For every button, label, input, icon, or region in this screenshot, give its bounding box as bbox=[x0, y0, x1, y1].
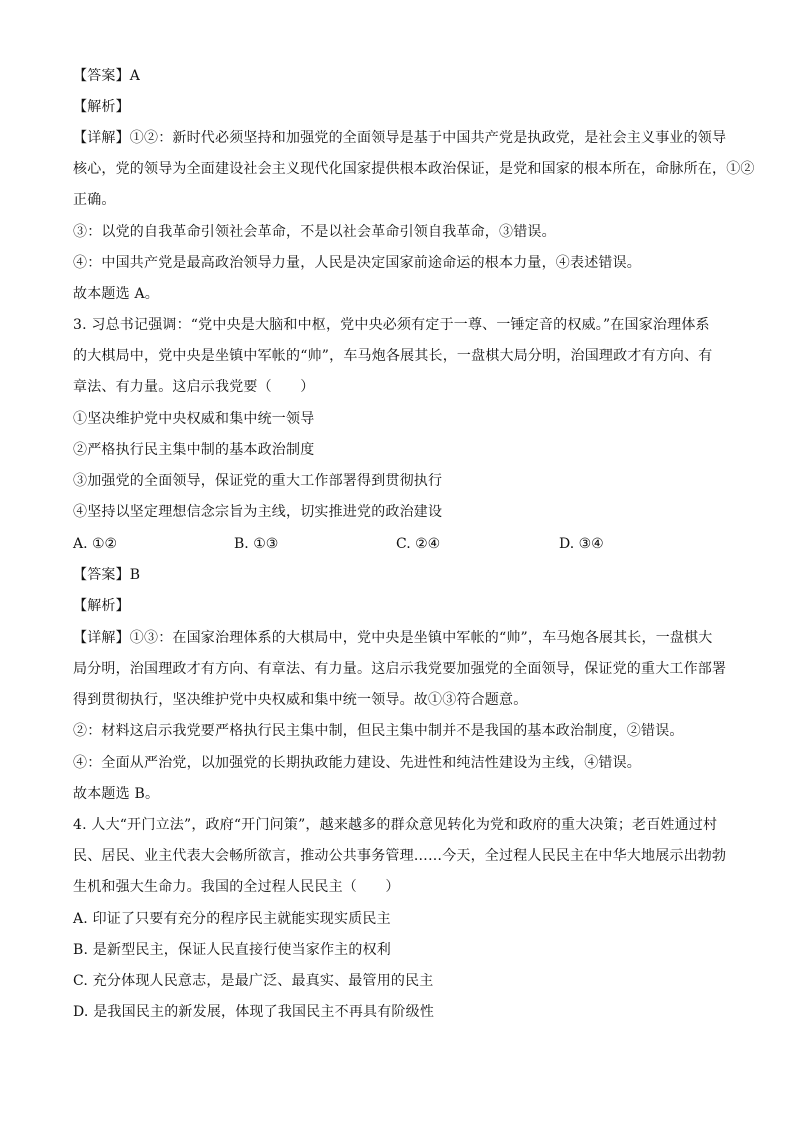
q3-stem-line: 3. 习总书记强调：“党中央是大脑和中枢，党中央必须有定于一尊、一锤定音的权威。”在国家治理体系 bbox=[73, 317, 710, 333]
q3-detail-line: ②：材料这启示我党要严格执行民主集中制，但民主集中制并不是我国的基本政治制度，②错误。 bbox=[73, 723, 684, 739]
q3-answer: 【答案】B bbox=[73, 567, 141, 583]
q4-option-b: B. 是新型民主，保证人民直接行使当家作主的权利 bbox=[73, 942, 391, 958]
q2-conclusion: 故本题选 A。 bbox=[73, 286, 159, 302]
q2-detail-line: ③：以党的自我革命引领社会革命，不是以社会革命引领自我革命，③错误。 bbox=[73, 224, 556, 240]
q2-detail-line: 【详解】①②：新时代必须坚持和加强党的全面领导是基于中国共产党是执政党，是社会主义事业的领导 bbox=[73, 130, 727, 146]
q4-option-d: D. 是我国民主的新发展，体现了我国民主不再具有阶级性 bbox=[73, 1004, 435, 1020]
q2-detail-line: ④：中国共产党是最高政治领导力量，人民是决定国家前途命运的根本力量，④表述错误。 bbox=[73, 255, 641, 271]
q3-stem-line: 章法、有力量。这启示我党要（ ） bbox=[73, 379, 315, 395]
q2-detail-line: 核心，党的领导为全面建设社会主义现代化国家提供根本政治保证，是党和国家的根本所在，命脉所在，①② bbox=[73, 161, 755, 177]
q3-detail-line: 【详解】①③：在国家治理体系的大棋局中，党中央是坐镇中军帐的“帅”，车马炮各展其长，一盘棋大 bbox=[73, 630, 713, 646]
q3-analysis-label: 【解析】 bbox=[73, 598, 130, 614]
q3-statement: ④坚持以坚定理想信念宗旨为主线，切实推进党的政治建设 bbox=[73, 504, 443, 520]
q3-choice-a: A. ①② bbox=[73, 536, 118, 552]
q3-statement: ②严格执行民主集中制的基本政治制度 bbox=[73, 442, 315, 458]
q4-stem-line: 4. 人大“开门立法”，政府“开门问策”，越来越多的群众意见转化为党和政府的重大决策；老百姓通过村 bbox=[73, 817, 718, 833]
q3-choice-c: C. ②④ bbox=[396, 536, 441, 552]
q4-option-a: A. 印证了只要有充分的程序民主就能实现实质民主 bbox=[73, 911, 391, 927]
q3-choice-b: B. ①③ bbox=[234, 536, 279, 552]
q4-stem-line: 生机和强大生命力。我国的全过程人民民主（ ） bbox=[73, 879, 400, 895]
q3-stem-line: 的大棋局中，党中央是坐镇中军帐的“帅”，车马炮各展其长，一盘棋大局分明，治国理政才有方向、有 bbox=[73, 348, 713, 364]
q3-statement: ①坚决维护党中央权威和集中统一领导 bbox=[73, 411, 315, 427]
q3-choice-d: D. ③④ bbox=[559, 536, 604, 552]
q3-conclusion: 故本题选 B。 bbox=[73, 786, 160, 802]
q3-detail-line: 得到贯彻执行，坚决维护党中央权威和集中统一领导。故①③符合题意。 bbox=[73, 692, 528, 708]
q2-analysis-label: 【解析】 bbox=[73, 99, 130, 115]
q4-stem-line: 民、居民、业主代表大会畅所欲言，推动公共事务管理……今天，全过程人民民主在中华大地展示出勃勃 bbox=[73, 848, 727, 864]
q2-answer: 【答案】A bbox=[73, 68, 141, 84]
q3-detail-line: ④：全面从严治党，以加强党的长期执政能力建设、先进性和纯洁性建设为主线，④错误。 bbox=[73, 755, 641, 771]
q2-detail-line: 正确。 bbox=[73, 192, 116, 208]
q3-statement: ③加强党的全面领导，保证党的重大工作部署得到贯彻执行 bbox=[73, 473, 443, 489]
q3-detail-line: 局分明，治国理政才有方向、有章法、有力量。这启示我党要加强党的全面领导，保证党的重大工作部署 bbox=[73, 661, 727, 677]
q4-option-c: C. 充分体现人民意志，是最广泛、最真实、最管用的民主 bbox=[73, 973, 434, 989]
